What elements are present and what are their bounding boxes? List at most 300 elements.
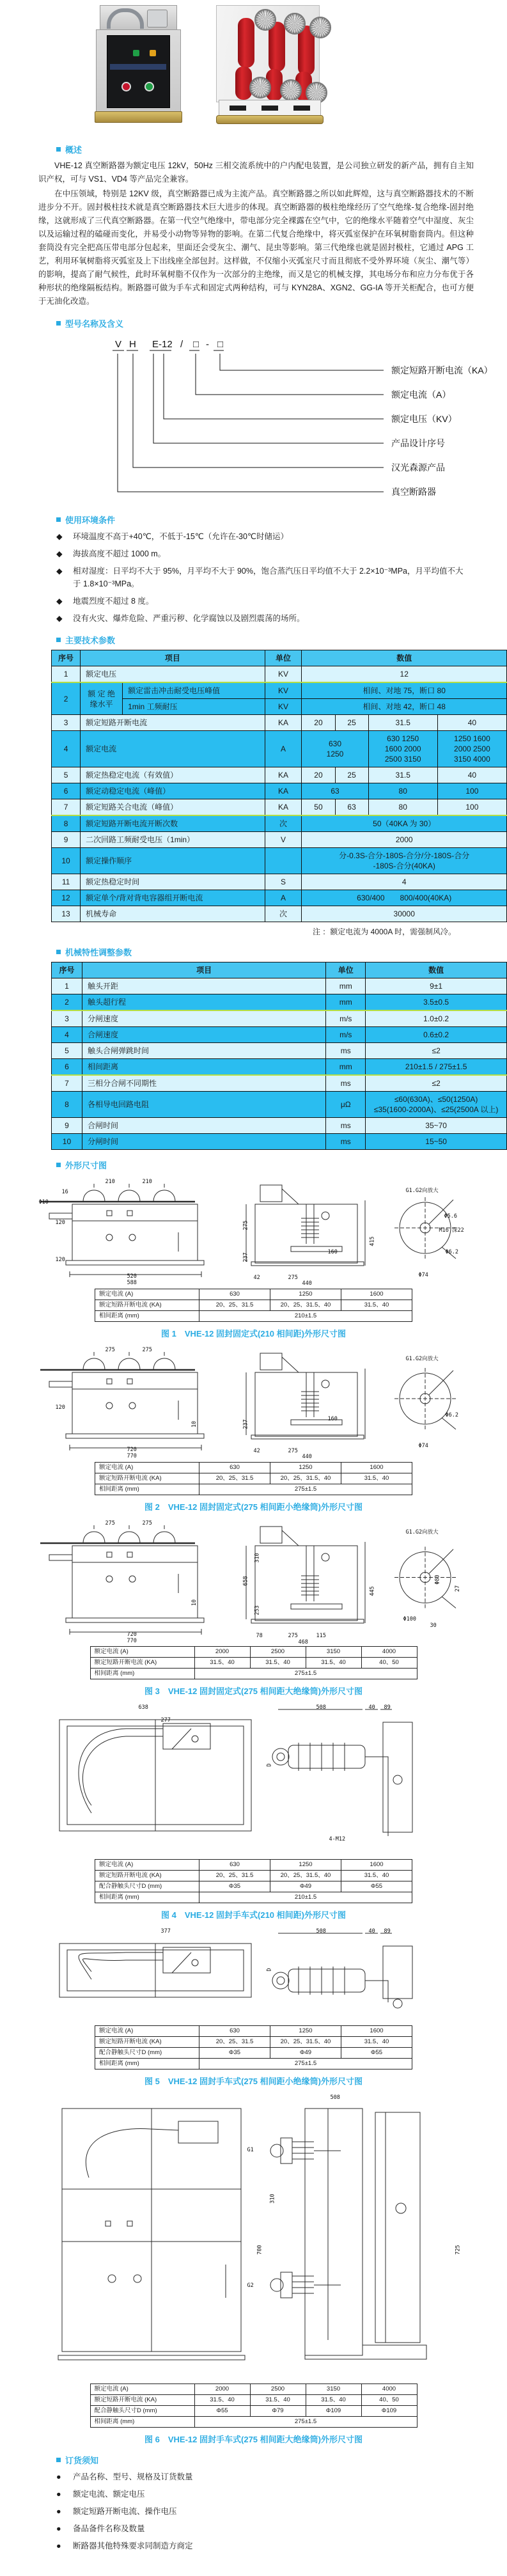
dimension-label: G1.G2向放大	[405, 1356, 439, 1362]
table-cell: A	[265, 731, 302, 767]
figure-table-row	[90, 2406, 417, 2417]
figure-table-label: 额定短路开断电流 (KA)	[95, 1473, 199, 1484]
table-cell: 31.5	[368, 715, 437, 731]
outline-drawing-1	[30, 1177, 478, 1286]
figure-table-label: 相间距离 (mm)	[90, 2417, 194, 2428]
table-cell: 额定短路开断电流	[81, 715, 265, 731]
outline-drawing-svg	[30, 1927, 478, 2023]
list-bullet-icon: ●	[56, 2490, 61, 2499]
main-table-row	[52, 890, 507, 906]
figure-block-4	[0, 1703, 507, 1920]
table-cell: 机械寿命	[81, 906, 265, 922]
table-cell: 25	[335, 715, 368, 731]
list-bullet-icon: ●	[56, 2472, 61, 2481]
table-cell: 9	[52, 1118, 82, 1134]
dimension-label: 120	[55, 1220, 65, 1226]
table-cell: 20	[302, 715, 335, 731]
section-bullet-icon	[56, 1163, 61, 1167]
table-cell: 35~70	[366, 1118, 507, 1134]
figure-table-cell: 1600	[341, 1860, 412, 1871]
figure-table-2	[95, 1462, 412, 1495]
dimension-label: 275	[288, 1275, 298, 1281]
table-cell: 31.5	[368, 767, 437, 783]
dimension-label: 16	[61, 1189, 68, 1195]
spring-indicator	[150, 50, 156, 56]
outline-drawing-svg	[30, 1703, 478, 1857]
pole-insulator	[235, 67, 252, 100]
dimension-label: G2	[247, 2282, 254, 2289]
main-table-row	[52, 783, 507, 799]
figure-block-6	[0, 2093, 507, 2445]
section-title: 订货须知	[65, 2456, 99, 2465]
figure-table-1	[95, 1289, 412, 1322]
outline-drawing-3	[30, 1519, 478, 1644]
mech-table-header-row	[52, 962, 507, 978]
table-cell: 额定雷击冲击耐受电压峰值	[123, 682, 265, 699]
outline-drawing-5	[30, 1927, 478, 2023]
overview-text	[38, 159, 474, 308]
model-label: 产品设计序号	[391, 438, 445, 448]
list-bullet-icon: ●	[56, 2507, 61, 2516]
dimension-label: 725	[455, 2245, 462, 2255]
table-cell: 额定操作顺序	[81, 848, 265, 874]
figure-table-cell: 630	[199, 1860, 270, 1871]
dimension-label: Φ100	[403, 1616, 416, 1622]
table-cell: 3	[52, 1010, 82, 1027]
table-cell: 项目	[81, 650, 265, 666]
dimension-figures	[0, 1177, 507, 2445]
table-cell: 630 1250	[302, 731, 368, 767]
dimension-label: 275	[288, 1633, 298, 1639]
table-cell: 63	[302, 783, 368, 799]
figure-table-row	[95, 1463, 412, 1473]
vent-slot	[293, 106, 310, 111]
table-cell: 10	[52, 848, 81, 874]
table-cell: 3	[52, 715, 81, 731]
dimension-label: 42	[253, 1448, 260, 1454]
table-cell: KA	[265, 783, 302, 799]
figure-table-label: 相间距离 (mm)	[95, 1484, 199, 1495]
dimension-label: 377	[160, 1928, 171, 1935]
product-photos	[0, 0, 507, 134]
figure-caption-4: 图 4 VHE-12 固封手车式(210 相间距)外形尺寸图	[161, 1910, 346, 1920]
figure-table-cell: Φ35	[199, 2048, 270, 2059]
table-cell: 630 1250 1600 2000 2500 3150	[368, 731, 437, 767]
figure-table-cell: 20、25、31.5、40	[270, 1473, 341, 1484]
figure-table-cell: Φ109	[361, 2406, 417, 2417]
figure-table-cell: 2000	[194, 2384, 250, 2395]
environment-item	[56, 530, 469, 543]
figure-table-row	[95, 2026, 412, 2037]
table-cell: 100	[437, 783, 506, 799]
section-header-overview	[56, 143, 507, 155]
dimension-label: 310	[269, 2194, 276, 2204]
table-cell: 分闸速度	[82, 1010, 325, 1027]
model-label: 额定电压（KV）	[391, 414, 457, 424]
figure-table-cell: Φ55	[341, 2048, 412, 2059]
breaker-top-housing	[100, 5, 177, 31]
ordering-item-text: 额定短路开断电流、操作电压	[73, 2507, 177, 2516]
section-title: 机械特性调整参数	[65, 948, 132, 957]
mech-table-row	[52, 1092, 507, 1118]
ordering-item	[56, 2470, 469, 2483]
figure-table-row	[95, 1311, 412, 1322]
ordering-item	[56, 2540, 469, 2552]
dimension-label: 210	[105, 1179, 115, 1185]
pole-contact	[280, 79, 302, 101]
mech-table-row	[52, 1059, 507, 1076]
dimension-label: 275	[288, 1448, 298, 1454]
dimension-label: 638	[138, 1704, 148, 1711]
figure-table-cell: 1250	[270, 1463, 341, 1473]
figure-table-label: 相间距离 (mm)	[95, 1311, 199, 1322]
nameplate-strip	[110, 64, 166, 70]
table-cell: m/s	[326, 1027, 366, 1043]
figure-table-row	[95, 1881, 412, 1892]
table-cell: μΩ	[326, 1092, 366, 1118]
pole-insulator	[269, 22, 285, 72]
vacuum-breaker-front-panel-photo	[95, 5, 181, 125]
figure-table-cell: 20、25、31.5	[199, 1300, 270, 1311]
table-cell: 触头超行程	[82, 994, 325, 1011]
section-bullet-icon	[56, 638, 61, 642]
figure-table-label: 额定电流 (A)	[90, 2384, 194, 2395]
environment-item-text: 海拔高度不超过 1000 m。	[73, 549, 166, 558]
figure-table-cell: 1600	[341, 1463, 412, 1473]
dimension-label: Φ74	[418, 1443, 428, 1449]
figure-table-label: 额定短路开断电流 (KA)	[95, 1300, 199, 1311]
figure-table-label: 配合静触头尺寸D (mm)	[90, 2406, 194, 2417]
table-cell: 12	[52, 890, 81, 906]
figure-table-cell: 31.5、40	[250, 1658, 306, 1669]
dimension-label: 120	[55, 1257, 65, 1263]
model-connector-line	[133, 354, 384, 467]
main-table-row	[52, 874, 507, 890]
figure-table-cell: 20、25、31.5、40	[270, 1300, 341, 1311]
table-cell: 额定热稳定电流（有效值）	[81, 767, 265, 783]
dimension-label: 89	[384, 1928, 391, 1935]
table-cell: 6	[52, 1059, 82, 1076]
figure-table-cell: 31.5、40	[250, 2395, 306, 2406]
figure-table-cell: Φ79	[250, 2406, 306, 2417]
figure-table-cell: 31.5、40	[306, 2395, 361, 2406]
figure-caption-5: 图 5 VHE-12 固封手车式(275 相间距小绝缘筒)外形尺寸图	[144, 2077, 363, 2086]
model-connector-line	[164, 354, 384, 419]
table-cell: 相间、对地 42，断口 48	[302, 699, 507, 715]
dimension-label: Φ6.2	[445, 1249, 458, 1255]
table-cell: 11	[52, 874, 81, 890]
table-cell: 分闸时间	[82, 1134, 325, 1150]
figure-table-label: 额定短路开断电流 (KA)	[90, 2395, 194, 2406]
table-cell: 9±1	[366, 978, 507, 994]
dimension-label: 115	[316, 1633, 326, 1639]
figure-table-cell: 3150	[306, 2384, 361, 2395]
table-cell: 40	[437, 715, 506, 731]
table-cell: ≤2	[366, 1043, 507, 1059]
figure-table-label: 相间距离 (mm)	[90, 1669, 194, 1679]
ordering-item-text: 额定电流、额定电压	[73, 2490, 145, 2499]
ordering-notes-list	[56, 2470, 469, 2552]
table-cell: V	[265, 832, 302, 848]
figure-table-cell: 31.5、40	[194, 2395, 250, 2406]
environment-item-text: 地震烈度不超过 8 度。	[73, 597, 154, 606]
control-panel	[107, 35, 170, 108]
dimension-label: 508	[316, 1928, 326, 1935]
figure-table-cell: 275±1.5	[194, 2417, 417, 2428]
dimension-label: 468	[298, 1639, 308, 1645]
table-cell: 额 定 绝 缘水平	[81, 682, 123, 715]
pole-contact	[249, 77, 271, 98]
section-title: 外形尺寸图	[65, 1161, 107, 1170]
figure-caption-1: 图 1 VHE-12 固封固定式(210 相间距)外形尺寸图	[161, 1329, 346, 1339]
table-cell: 210±1.5 / 275±1.5	[366, 1059, 507, 1076]
list-bullet-icon: ◆	[56, 614, 63, 623]
table-cell: 项目	[82, 962, 325, 978]
breaker-base-rail	[95, 111, 182, 123]
flexible-conduit	[107, 8, 144, 29]
table-cell: 合闸时间	[82, 1118, 325, 1134]
table-cell: 1.0±0.2	[366, 1010, 507, 1027]
table-cell: 63	[335, 799, 368, 816]
section-title: 概述	[65, 145, 82, 155]
outline-drawing-svg	[30, 1346, 478, 1459]
table-cell: A	[265, 890, 302, 906]
figure-table-cell: 630	[199, 1463, 270, 1473]
table-cell: 数值	[366, 962, 507, 978]
dimension-label: 27	[454, 1585, 461, 1592]
section-header-mech-params	[56, 946, 507, 958]
main-table-row	[52, 799, 507, 816]
figure-block-5	[0, 1927, 507, 2087]
figure-table-row	[90, 2395, 417, 2406]
table-cell: 25	[335, 767, 368, 783]
table-cell: 7	[52, 1075, 82, 1092]
figure-table-row	[95, 1484, 412, 1495]
table-cell: KV	[265, 666, 302, 683]
dimension-label: 253	[254, 1605, 261, 1615]
dimension-label: 770	[127, 1453, 137, 1459]
figure-table-cell: 31.5、40	[341, 1300, 412, 1311]
figure-table-row	[90, 1647, 417, 1658]
table-cell: 4	[52, 1027, 82, 1043]
main-parameters-table	[51, 650, 507, 922]
vent-slot	[261, 106, 278, 111]
figure-table-row	[95, 2037, 412, 2048]
figure-table-label: 相间距离 (mm)	[95, 1892, 199, 1903]
figure-table-cell: 275±1.5	[199, 2059, 412, 2069]
mechanical-parameters-table	[51, 962, 507, 1150]
dimension-label: 310	[254, 1553, 261, 1563]
figure-table-cell: 3150	[306, 1647, 361, 1658]
list-bullet-icon: ◆	[56, 532, 63, 541]
open-button	[121, 82, 131, 91]
table-cell: 630/400 800/400(40KA)	[302, 890, 507, 906]
dimension-label: 445	[369, 1586, 376, 1596]
pole-base-frame	[219, 100, 321, 116]
dimension-label: 588	[127, 1280, 137, 1286]
table-cell: 2000	[302, 832, 507, 848]
figure-table-cell: 630	[199, 2026, 270, 2037]
table-cell: 额定热稳定时间	[81, 874, 265, 890]
dimension-label: Φ80	[434, 1575, 441, 1585]
outline-drawing-svg	[30, 2093, 478, 2381]
mech-table-row	[52, 1075, 507, 1092]
table-cell: 40	[437, 767, 506, 783]
outline-drawing-6	[30, 2093, 478, 2381]
table-cell: KV	[265, 699, 302, 715]
model-code: V H E-12 / □ - □	[115, 339, 224, 350]
environment-item	[56, 595, 469, 608]
figure-table-row	[90, 2384, 417, 2395]
mech-table-row	[52, 1010, 507, 1027]
table-cell: 数值	[302, 650, 507, 666]
table-cell: ms	[326, 1075, 366, 1092]
close-button	[144, 82, 154, 91]
table-cell: mm	[326, 978, 366, 994]
table-cell: 6	[52, 783, 81, 799]
figure-table-row	[90, 2417, 417, 2428]
dimension-label: 720	[127, 1447, 137, 1453]
table-cell: 80	[368, 783, 437, 799]
figure-table-3	[90, 1646, 417, 1679]
figure-table-label: 额定短路开断电流 (KA)	[95, 1871, 199, 1881]
dimension-label: 700	[256, 2245, 263, 2255]
figure-table-cell: 2500	[250, 2384, 306, 2395]
figure-table-cell: 4000	[361, 2384, 417, 2395]
dimension-label: 10	[191, 1420, 198, 1428]
table-cell: 额定电流	[81, 731, 265, 767]
table-cell: 20	[302, 767, 335, 783]
dimension-label: 520	[127, 1273, 137, 1280]
dimension-label: 160	[327, 1416, 338, 1422]
table-cell: KA	[265, 715, 302, 731]
figure-table-label: 额定电流 (A)	[95, 1860, 199, 1871]
section-header-dimensions	[56, 1159, 507, 1171]
table-cell: 次	[265, 906, 302, 922]
table-cell: 分-0.3S-合分-180S-合分/分-180S-合分 -180S-合分(40KA)	[302, 848, 507, 874]
mech-table-row	[52, 1043, 507, 1059]
section-title: 主要技术参数	[65, 636, 116, 645]
model-connector-line	[196, 354, 384, 395]
dimension-label: 277	[160, 1717, 171, 1724]
table-cell: 额定单个/背对背电容器组开断电流	[81, 890, 265, 906]
figure-table-cell: 1250	[270, 2026, 341, 2037]
figure-table-cell: 31.5、40	[194, 1658, 250, 1669]
main-table-row	[52, 815, 507, 832]
figure-table-cell: 20、25、31.5、40	[270, 2037, 341, 2048]
figure-table-cell: 20、25、31.5	[199, 1473, 270, 1484]
dimension-label: Φ5.6	[444, 1213, 457, 1220]
figure-table-cell: 40、50	[361, 1658, 417, 1669]
table-cell: 10	[52, 1134, 82, 1150]
table-cell	[265, 848, 302, 874]
mech-table-row	[52, 978, 507, 994]
figure-table-row	[95, 2059, 412, 2069]
table-cell: 0.6±0.2	[366, 1027, 507, 1043]
table-cell: ≤2	[366, 1075, 507, 1092]
figure-block-1	[0, 1177, 507, 1339]
figure-table-cell: 4000	[361, 1647, 417, 1658]
table-cell: 二次回路工频耐受电压（1min）	[81, 832, 265, 848]
table-cell: 30000	[302, 906, 507, 922]
outline-drawing-2	[30, 1346, 478, 1459]
ordering-item	[56, 2488, 469, 2501]
figure-table-label: 额定短路开断电流 (KA)	[95, 2037, 199, 2048]
table-cell: KV	[265, 682, 302, 699]
table-cell: 1min 工频耐压	[123, 699, 265, 715]
section-title: 使用环境条件	[65, 515, 116, 525]
pole-contact	[284, 13, 306, 35]
table-cell: ms	[326, 1118, 366, 1134]
table-cell: 12	[302, 666, 507, 683]
figure-table-cell: 1600	[341, 1289, 412, 1300]
ordering-item-text: 备品备件名称及数量	[73, 2524, 145, 2533]
main-table-row	[52, 666, 507, 683]
ordering-item-text: 断路器其他特殊要求同制造方商定	[73, 2541, 193, 2550]
environment-item	[56, 612, 469, 625]
figure-table-row	[95, 1892, 412, 1903]
figure-table-5	[95, 2025, 412, 2069]
table-cell: 合闸速度	[82, 1027, 325, 1043]
dimension-label: Φ74	[418, 1272, 428, 1278]
pole-insulator	[238, 18, 254, 68]
table-cell: 2	[52, 682, 81, 715]
figure-table-cell: Φ55	[341, 1881, 412, 1892]
dimension-label: 275	[242, 1220, 249, 1230]
dimension-label: 42	[253, 1275, 260, 1281]
dimension-label: 30	[430, 1622, 437, 1629]
table-cell: 9	[52, 832, 81, 848]
ordering-item-text: 产品名称、型号、规格及订货数量	[73, 2472, 193, 2481]
table-cell: KA	[265, 799, 302, 816]
figure-block-3	[0, 1519, 507, 1697]
environment-conditions-list	[56, 530, 469, 625]
figure-table-cell: 2000	[194, 1647, 250, 1658]
table-cell: 15~50	[366, 1134, 507, 1150]
main-table-row	[52, 715, 507, 731]
figure-table-cell: 31.5、40	[341, 1473, 412, 1484]
figure-caption-2: 图 2 VHE-12 固封固定式(275 相间距小绝缘筒)外形尺寸图	[144, 1502, 363, 1512]
figure-table-label: 额定电流 (A)	[95, 1289, 199, 1300]
main-table-row	[52, 682, 507, 699]
dimension-label: 160	[327, 1249, 338, 1255]
table-cell: S	[265, 874, 302, 890]
pole-contact	[254, 9, 276, 31]
dimension-label: 440	[302, 1454, 312, 1460]
figure-table-label: 额定电流 (A)	[95, 2026, 199, 2037]
dimension-label: G1	[247, 2147, 254, 2153]
table-cell: 1250 1600 2000 2500 3150 4000	[437, 731, 506, 767]
table-cell: 额定电压	[81, 666, 265, 683]
figure-table-cell: Φ109	[306, 2406, 361, 2417]
table-cell: 1	[52, 978, 82, 994]
interlock-block	[147, 10, 168, 27]
table-cell: 80	[368, 799, 437, 816]
figure-table-cell: 1600	[341, 2026, 412, 2037]
mech-table-row	[52, 1027, 507, 1043]
figure-table-cell: 275±1.5	[199, 1484, 412, 1495]
list-bullet-icon: ◆	[56, 567, 63, 576]
section-bullet-icon	[56, 2458, 61, 2462]
figure-caption-3: 图 3 VHE-12 固封固定式(275 相间距大绝缘筒)外形尺寸图	[144, 1686, 363, 1696]
main-table-row	[52, 848, 507, 874]
main-table-row	[52, 832, 507, 848]
figure-table-label: 相间距离 (mm)	[95, 2059, 199, 2069]
table-cell: 1	[52, 666, 81, 683]
dimension-label: 275	[105, 1520, 115, 1527]
figure-table-row	[95, 1871, 412, 1881]
figure-table-cell: 20、25、31.5	[199, 1871, 270, 1881]
